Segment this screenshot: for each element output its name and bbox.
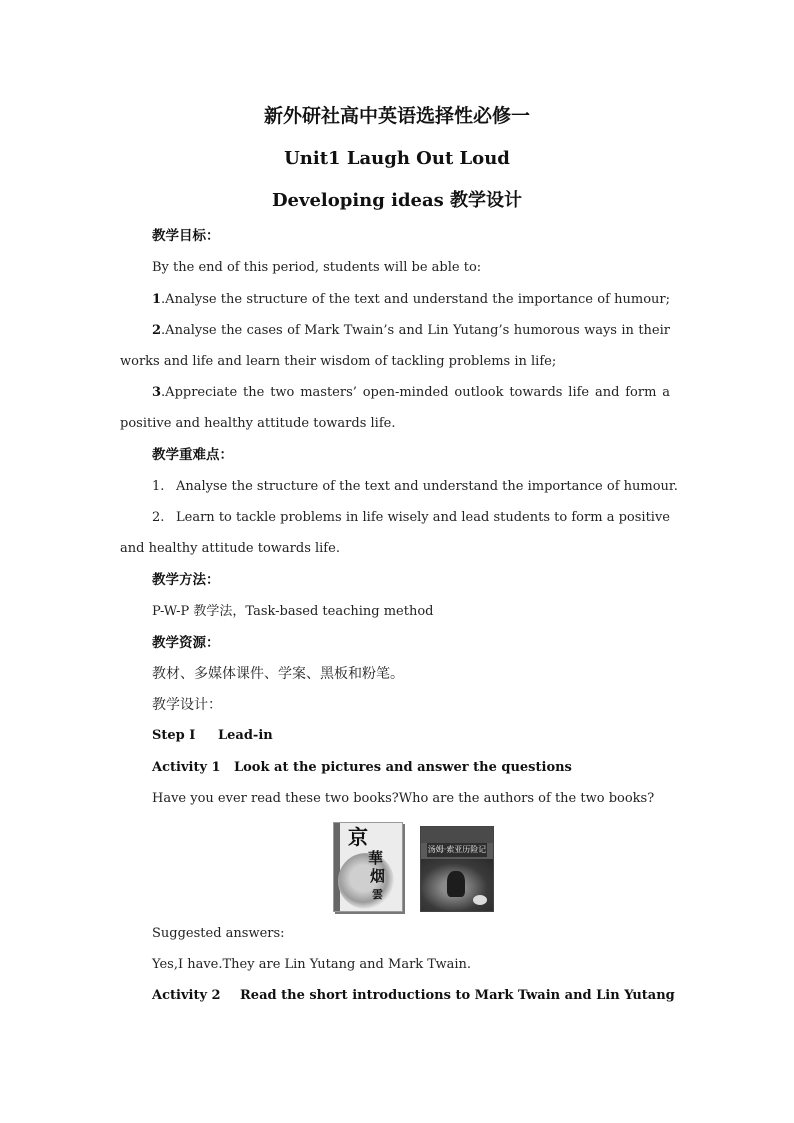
unit-title: Unit1 Laugh Out Loud bbox=[284, 148, 510, 169]
answers-label: Suggested answers: bbox=[152, 926, 285, 941]
activity-2-label: Activity 2 bbox=[152, 988, 221, 1003]
objective-number: 2 bbox=[152, 323, 162, 338]
objective-item-1 bbox=[152, 292, 670, 308]
methods-heading: 教学方法： bbox=[152, 572, 220, 588]
activity-1-label: Activity 1 bbox=[152, 760, 221, 775]
cover-char: 華 bbox=[368, 849, 384, 867]
step-label: Step Ⅰ bbox=[152, 728, 196, 743]
cover-title: 汤姆·索亚历险记 bbox=[427, 843, 487, 857]
objective-item-2 bbox=[152, 323, 670, 339]
book-cover-tom-sawyer bbox=[420, 826, 494, 912]
objective-item-3-cont: positive and healthy attitude towards life. bbox=[120, 416, 396, 431]
key-point-number: 1. bbox=[152, 479, 165, 494]
cover-figure bbox=[447, 871, 465, 897]
objective-text: .Analyse the structure of the text and understand the importance of humour; bbox=[161, 292, 670, 307]
document-title: 新外研社高中英语选择性必修一 bbox=[263, 105, 530, 127]
cover-header-band bbox=[421, 827, 493, 843]
step-title: Lead-in bbox=[218, 728, 273, 743]
objectives-heading: 教学目标： bbox=[152, 228, 220, 244]
objective-text: .Appreciate the two masters’ open-minded outlook towards life and form a bbox=[161, 385, 670, 400]
publisher-logo bbox=[473, 895, 487, 905]
methods-text: P-W-P 教学法，Task-based teaching method bbox=[152, 604, 434, 619]
resources-heading: 教学资源： bbox=[152, 635, 220, 651]
activity-1-title: Look at the pictures and answer the questions bbox=[234, 760, 572, 775]
lesson-title: Developing ideas 教学设计 bbox=[271, 190, 523, 211]
key-point-number: 2. bbox=[152, 510, 165, 525]
design-heading: 教学设计： bbox=[152, 697, 222, 713]
key-point-text: Learn to tackle problems in life wisely and lead students to form a positive bbox=[176, 510, 670, 525]
answers-text: Yes,I have.They are Lin Yutang and Mark Twain. bbox=[152, 957, 472, 972]
cover-char: 烟 bbox=[370, 867, 386, 885]
book-cover-jinghua-yanyun bbox=[333, 822, 403, 912]
cover-char: 京 bbox=[348, 825, 368, 849]
activity-1-question: Have you ever read these two books?Who are the authors of the two books? bbox=[152, 791, 655, 806]
key-point-2-cont: and healthy attitude towards life. bbox=[120, 541, 340, 556]
key-point-text: Analyse the structure of the text and understand the importance of humour. bbox=[176, 479, 678, 494]
objective-number: 1 bbox=[152, 292, 162, 307]
activity-2-title: Read the short introductions to Mark Twain and Lin Yutang bbox=[240, 988, 675, 1003]
objective-item-2-cont: works and life and learn their wisdom of tackling problems in life; bbox=[120, 354, 557, 369]
objective-number: 3 bbox=[152, 385, 162, 400]
objectives-intro: By the end of this period, students will be able to: bbox=[152, 260, 482, 275]
objective-text: .Analyse the cases of Mark Twain’s and Lin Yutang’s humorous ways in their bbox=[161, 323, 670, 338]
resources-text: 教材、多媒体课件、学案、黑板和粉笔。 bbox=[152, 666, 404, 682]
key-points-heading: 教学重难点： bbox=[152, 447, 233, 463]
book-spine bbox=[334, 823, 340, 911]
objective-item-3 bbox=[152, 385, 670, 401]
cover-char: 雲 bbox=[372, 888, 383, 901]
cover-ornament bbox=[338, 849, 394, 909]
